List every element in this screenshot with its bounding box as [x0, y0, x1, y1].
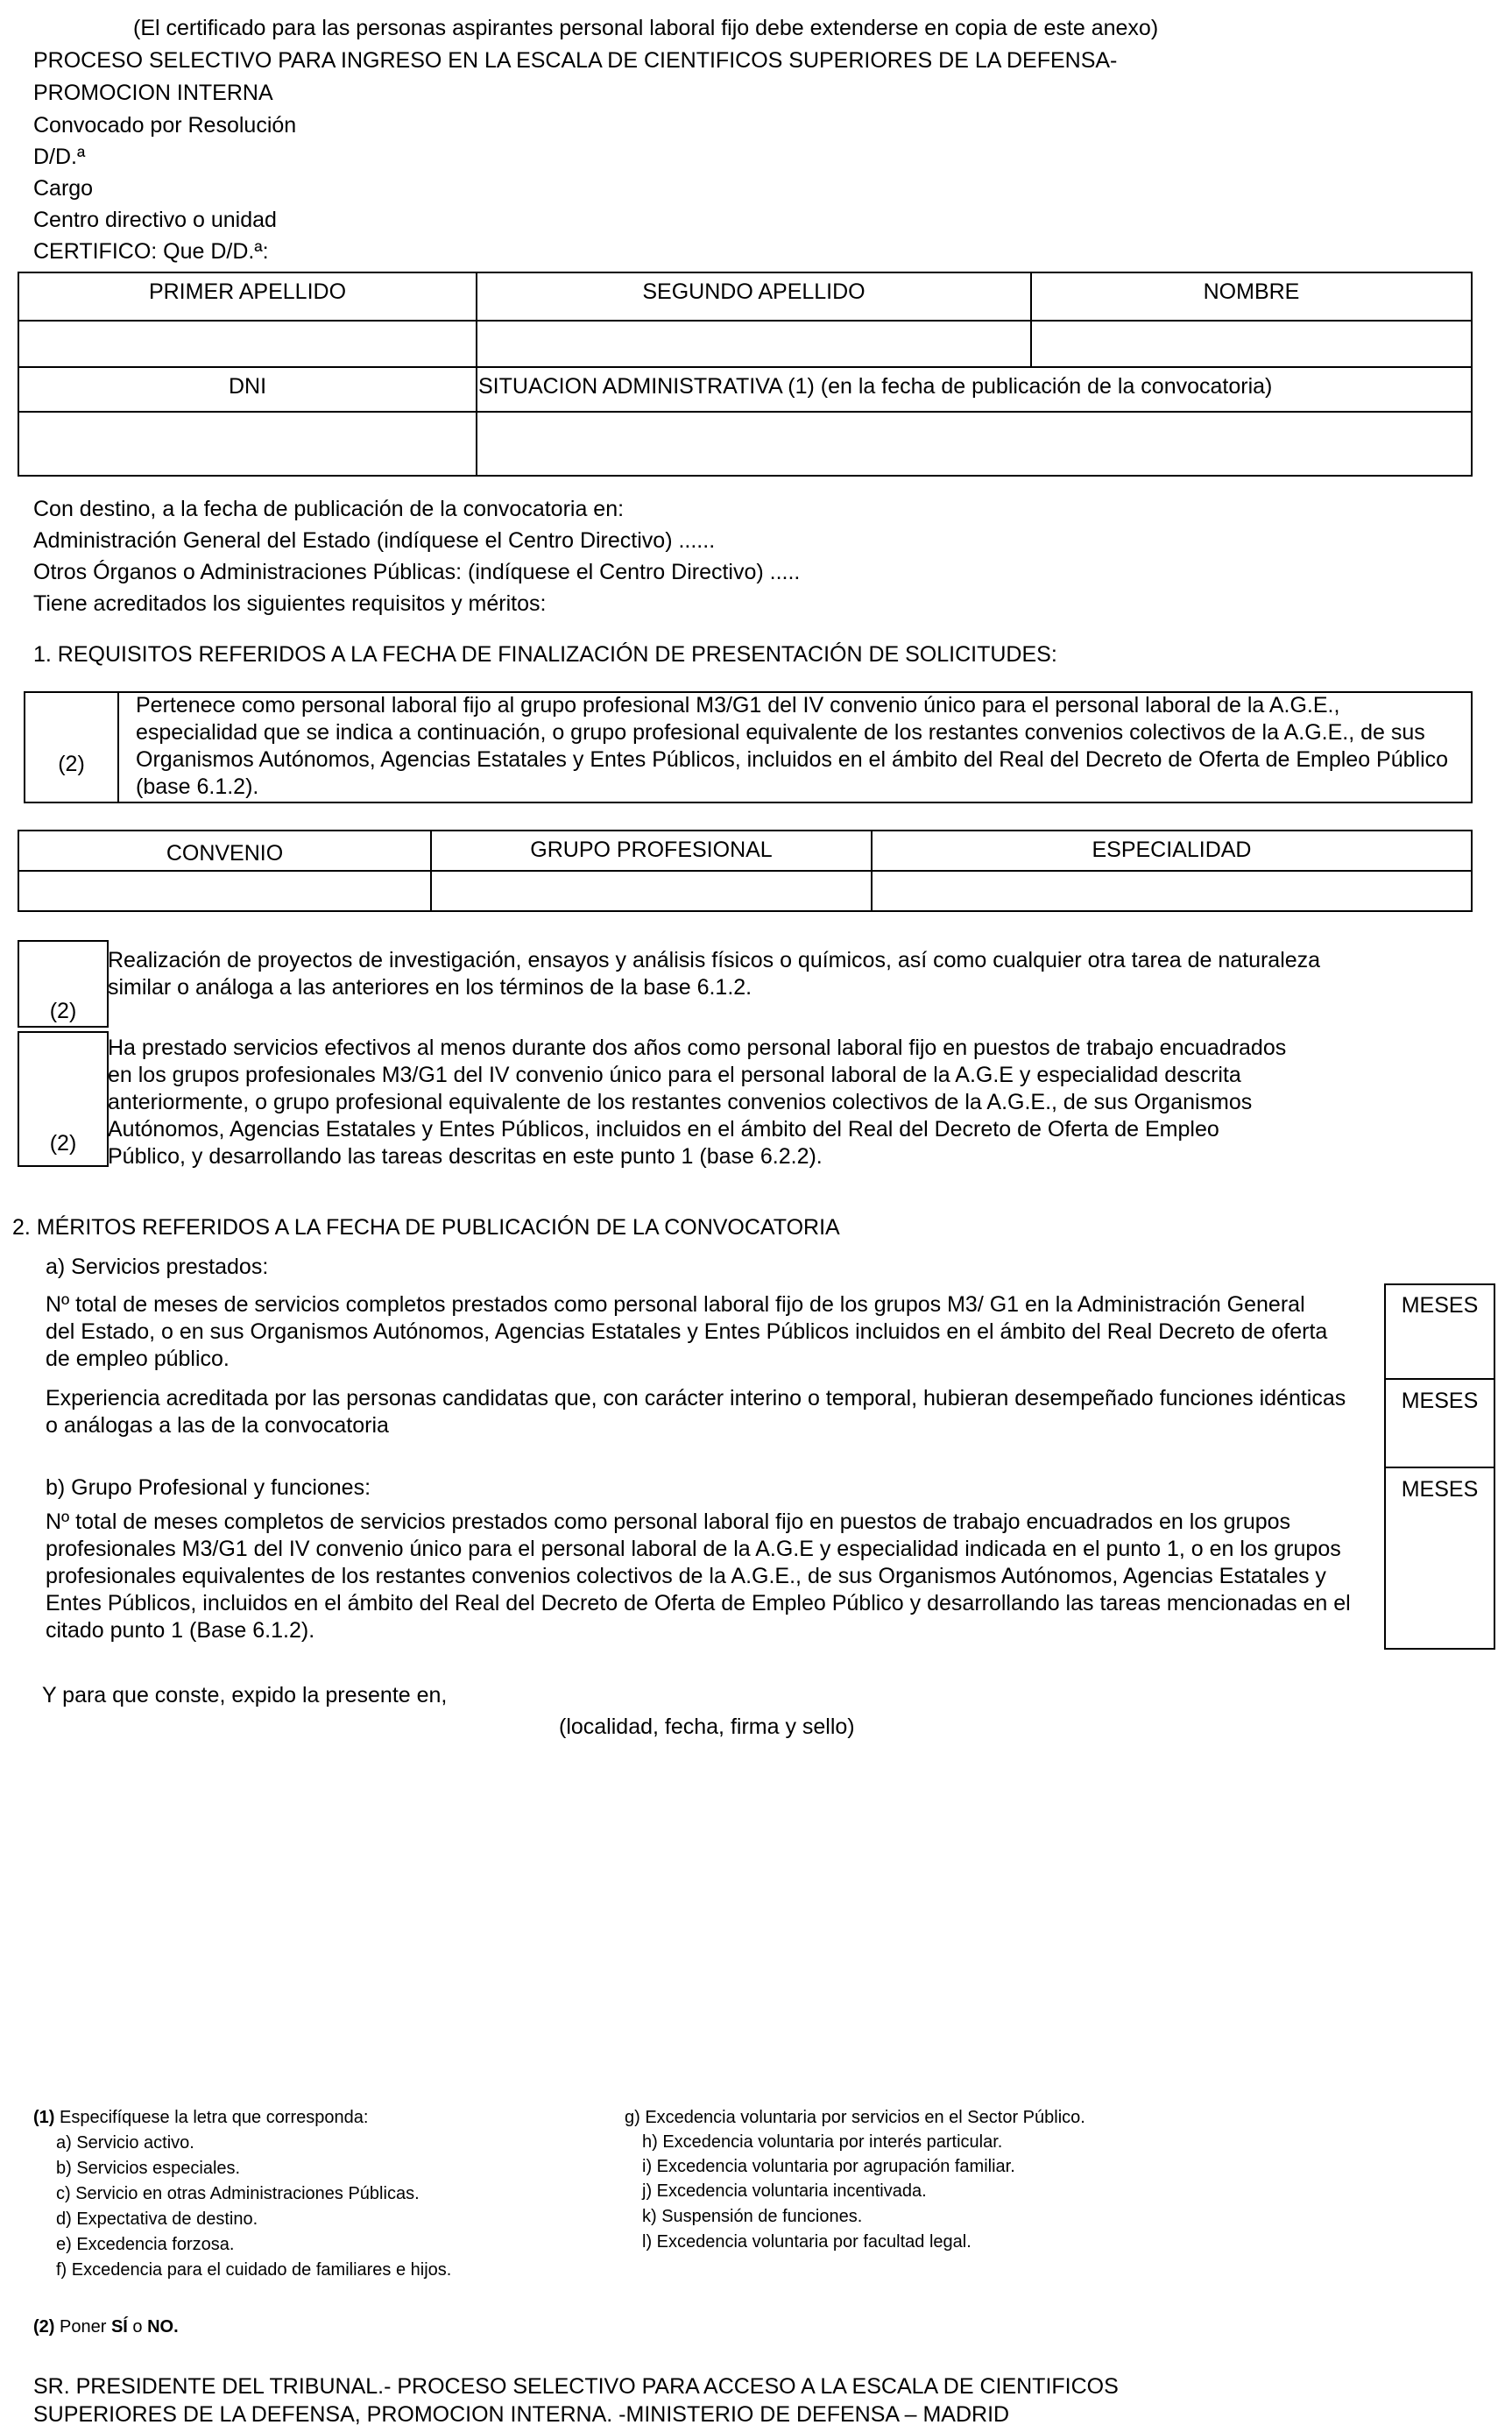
footnote-option-j: j) Excedencia voluntaria incentivada. — [642, 2181, 927, 2201]
footnote-2-or: o — [127, 2317, 148, 2337]
header-note: (El certificado para las personas aspirantes personal laboral fijo debe extenderse en copia de este anexo) — [133, 16, 1159, 40]
servicios-meses-text: Nº total de meses de servicios completos prestados como personal laboral fijo de los grupos M3/ G1 en la Administración General del Estado, o en sus Organismos Autónomos, Agencias Estatales y Entes Públicos incluidos en el ámbito del Real Decreto de oferta de empleo público. — [46, 1292, 1328, 1371]
col-segundo-apellido: SEGUNDO APELLIDO — [642, 279, 866, 304]
requisito-servicios-mark: (2) — [49, 1131, 77, 1156]
col-dni: DNI — [228, 374, 267, 399]
footnote-option-f: f) Excedencia para el cuidado de familiares e hijos. — [56, 2260, 452, 2280]
primer-apellido-field[interactable] — [19, 322, 476, 366]
footnote-option-c: c) Servicio en otras Administraciones Públicas. — [56, 2184, 420, 2203]
footnote-1-text: Especifíquese la letra que corresponda: — [54, 2108, 369, 2127]
requisito-divider — [117, 691, 119, 803]
signature-hint: (localidad, fecha, firma y sello) — [559, 1714, 855, 1739]
col-nombre: NOMBRE — [1203, 279, 1300, 304]
cargo-label: Cargo — [33, 176, 94, 201]
footnote-2-si: SÍ — [110, 2317, 128, 2337]
footnote-option-a: a) Servicio activo. — [56, 2133, 194, 2153]
destino-otros: Otros Órganos o Administraciones Públicas: (indíquese el Centro Directivo) ..... — [33, 560, 801, 584]
requisito-laboral-text: Pertenece como personal laboral fijo al grupo profesional M3/G1 del IV convenio único para el personal laboral de la A.G.E., especialidad que se indica a continuación, o grupo profesional equivalente de los restantes convenios colectivos de la A.G.E., de sus Organismos Autónomos, Agencias Estatales y Entes Públicos, incluidos en el ámbito del Real del Decreto de Oferta de Empleo Público (base 6.1.2). — [136, 693, 1449, 799]
col-primer-apellido: PRIMER APELLIDO — [148, 279, 347, 304]
meritos-heading: 2. MÉRITOS REFERIDOS A LA FECHA DE PUBLICACIÓN DE LA CONVOCATORIA — [12, 1215, 840, 1240]
footnote-option-b: b) Servicios especiales. — [56, 2159, 241, 2178]
footnote-option-i: i) Excedencia voluntaria por agrupación familiar. — [642, 2157, 1015, 2176]
dni-field[interactable] — [19, 413, 476, 475]
footnote-2-mark: (2) — [33, 2317, 55, 2337]
situacion-field[interactable] — [477, 413, 1471, 475]
servicios-prestados-title: a) Servicios prestados: — [46, 1255, 269, 1279]
meses-label[interactable]: MESES — [1401, 1293, 1479, 1318]
destino-age: Administración General del Estado (indíquese el Centro Directivo) ...... — [33, 528, 716, 553]
closing-statement: Y para que conste, expido la presente en, — [42, 1683, 448, 1707]
especialidad-field[interactable] — [873, 872, 1471, 910]
segundo-apellido-field[interactable] — [477, 322, 1030, 366]
footnote-2 — [33, 2315, 179, 2339]
requisito-servicios-text: Ha prestado servicios efectivos al menos durante dos años como personal laboral fijo en puestos de trabajo encuadrados en los grupos profesionales M3/G1 del IV convenio único para el personal laboral de la A.G.E y especialidad descrita anteriormente, o grupo profesional equivalente de los restantes convenios colectivos de la A.G.E., de sus Organismos Autónomos, Agencias Estatales y Entes Públicos, incluidos en el ámbito del Real del Decreto de Oferta de Empleo Público, y desarrollando las tareas descritas en este punto 1 (base 6.2.2). — [108, 1036, 1287, 1169]
meses-divider — [1384, 1467, 1495, 1468]
convocado-label: Convocado por Resolución — [33, 113, 297, 138]
footnote-option-k: k) Suspensión de funciones. — [642, 2207, 863, 2226]
centro-label: Centro directivo o unidad — [33, 208, 277, 232]
footnote-1-title — [33, 2105, 368, 2130]
nombre-field[interactable] — [1032, 322, 1471, 366]
footnote-option-e: e) Excedencia forzosa. — [56, 2235, 235, 2254]
meses-label[interactable]: MESES — [1401, 1389, 1479, 1413]
convenio-field[interactable] — [19, 872, 430, 910]
requisito-tareas-text: Realización de proyectos de investigación, ensayos y análisis físicos o químicos, así como cualquier otra tarea de naturaleza similar o análoga a las anteriores en los términos de la base 6.1.2. — [108, 948, 1321, 1000]
col-situacion-administrativa: SITUACION ADMINISTRATIVA (1) (en la fecha de publicación de la convocatoria) — [478, 374, 1273, 399]
footnote-option-h: h) Excedencia voluntaria por interés particular. — [642, 2132, 1003, 2152]
destino-intro: Con destino, a la fecha de publicación de la convocatoria en: — [33, 497, 625, 521]
meses-label[interactable]: MESES — [1401, 1477, 1479, 1502]
grupo-profesional-field[interactable] — [432, 872, 871, 910]
footnote-2-no: NO. — [147, 2317, 179, 2337]
dd-label: D/D.ª — [33, 145, 86, 169]
requisitos-intro: Tiene acreditados los siguientes requisitos y méritos: — [33, 591, 547, 616]
footnote-option-g: g) Excedencia voluntaria por servicios en el Sector Público. — [625, 2108, 1085, 2127]
footnote-option-d: d) Expectativa de destino. — [56, 2209, 258, 2229]
certifico-label: CERTIFICO: Que D/D.ª: — [33, 239, 269, 264]
addressee-line2: SUPERIORES DE LA DEFENSA, PROMOCION INTERNA. -MINISTERIO DE DEFENSA – MADRID — [33, 2402, 1010, 2427]
addressee-line1: SR. PRESIDENTE DEL TRIBUNAL.- PROCESO SELECTIVO PARA ACCESO A LA ESCALA DE CIENTIFICOS — [33, 2374, 1119, 2399]
requisitos-heading: 1. REQUISITOS REFERIDOS A LA FECHA DE FINALIZACIÓN DE PRESENTACIÓN DE SOLICITUDES: — [33, 642, 1057, 667]
col-especialidad: ESPECIALIDAD — [1092, 838, 1252, 862]
process-title-line2: PROMOCION INTERNA — [33, 81, 273, 105]
process-title-line1: PROCESO SELECTIVO PARA INGRESO EN LA ESCALA DE CIENTIFICOS SUPERIORES DE LA DEFENSA- — [33, 48, 1118, 73]
footnote-1-mark: (1) — [33, 2108, 55, 2127]
col-convenio: CONVENIO — [166, 841, 284, 866]
experiencia-interino-text: Experiencia acreditada por las personas candidatas que, con carácter interino o temporal, hubieran desempeñado funciones idénticas o análogas a las de la convocatoria — [46, 1386, 1346, 1438]
grupo-funciones-title: b) Grupo Profesional y funciones: — [46, 1475, 371, 1500]
grupo-funciones-text: Nº total de meses completos de servicios prestados como personal laboral fijo en puestos de trabajo encuadrados en los grupos profesionales M3/G1 del IV convenio único para el personal laboral de la A.G.E y especialidad indicada en el punto 1, o en los grupos profesionales equivalentes de los restantes convenios colectivos de la A.G.E., de sus Organismos Autónomos, Agencias Estatales y Entes Públicos, incluidos en el ámbito del Real del Decreto de Oferta de Empleo Público y desarrollando las tareas mencionadas en el citado punto 1 (Base 6.1.2). — [46, 1509, 1351, 1643]
requisito-mark[interactable]: (2) — [58, 752, 85, 776]
footnote-2-text: Poner — [54, 2317, 111, 2337]
table-divider — [18, 366, 1473, 368]
meses-divider — [1384, 1378, 1495, 1380]
footnote-option-l: l) Excedencia voluntaria por facultad legal. — [642, 2232, 971, 2252]
col-grupo-profesional: GRUPO PROFESIONAL — [530, 838, 773, 862]
requisito-tareas-mark: (2) — [49, 999, 77, 1023]
